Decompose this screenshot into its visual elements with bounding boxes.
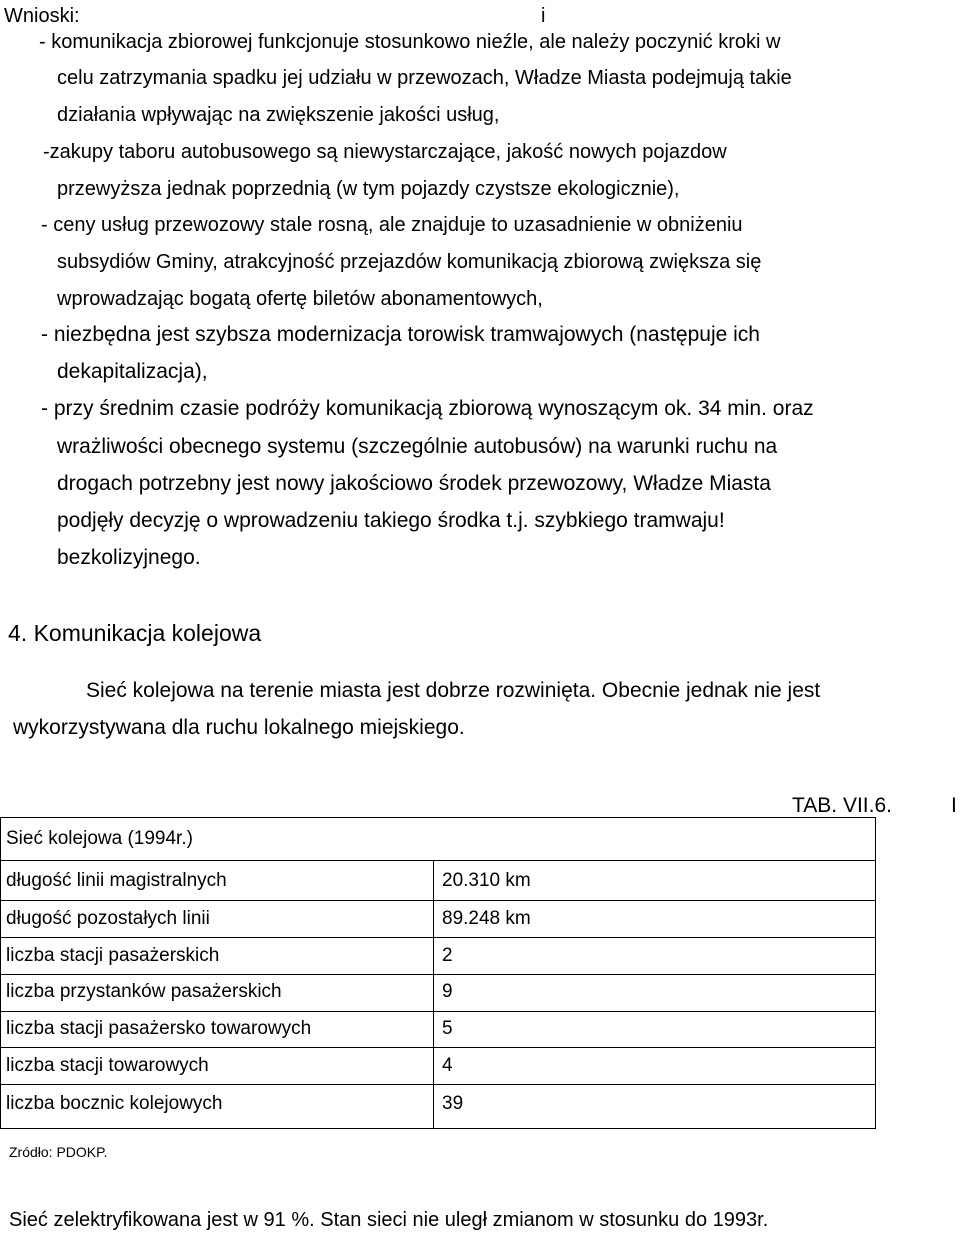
conclusion-line: subsydiów Gminy, atrakcyjność przejazdów komunikacją zbiorową zwiększa się xyxy=(57,251,762,273)
conclusions-title: Wnioski: xyxy=(4,5,80,27)
row-value: 9 xyxy=(442,981,453,1002)
row-label: liczba przystanków pasażerskich xyxy=(6,981,282,1002)
conclusion-line: drogach potrzebny jest nowy jakościowo środek przewozowy, Władze Miasta xyxy=(57,472,771,495)
conclusion-line: -zakupy taboru autobusowego są niewystarczające, jakość nowych pojazdow xyxy=(43,141,727,163)
conclusion-line: bezkolizyjnego. xyxy=(57,546,201,569)
table-border xyxy=(0,817,1,1129)
conclusion-line: - ceny usług przewozowy stale rosną, ale znajduje to uzasadnienie w obniżeniu xyxy=(41,214,743,236)
table-border xyxy=(0,937,876,938)
conclusion-line: wrażliwości obecnego systemu (szczególnie autobusów) na warunki ruchu na xyxy=(57,435,778,458)
row-label: długość linii magistralnych xyxy=(6,870,227,891)
conclusion-line: dekapitalizacja), xyxy=(57,360,208,383)
conclusion-line: - niezbędna jest szybsza modernizacja torowisk tramwajowych (następuje ich xyxy=(41,323,760,346)
conclusion-line: działania wpływając na zwiększenie jakości usług, xyxy=(57,104,500,126)
row-value: 5 xyxy=(442,1018,453,1039)
row-value: 89.248 km xyxy=(442,908,531,929)
table-border xyxy=(0,860,876,861)
table-border xyxy=(875,817,876,1129)
conclusion-line: przewyższa jednak poprzednią (w tym pojazdy czystsze ekologicznie), xyxy=(57,178,680,200)
stray-character: i xyxy=(541,5,546,27)
row-value: 20.310 km xyxy=(442,870,531,891)
footer-text: Sieć zelektryfikowana jest w 91 %. Stan sieci nie uległ zmianom w stosunku do 1993r. xyxy=(9,1209,769,1231)
table-border xyxy=(0,974,876,975)
row-label: liczba stacji pasażersko towarowych xyxy=(6,1018,312,1039)
table-border xyxy=(433,860,434,1129)
table-border xyxy=(0,900,876,901)
section-paragraph-line: Sieć kolejowa na terenie miasta jest dobrze rozwinięta. Obecnie jednak nie jest xyxy=(86,679,821,702)
section-paragraph-line: wykorzystywana dla ruchu lokalnego miejskiego. xyxy=(13,716,465,739)
conclusion-line: wprowadzając bogatą ofertę biletów abonamentowych, xyxy=(57,288,543,310)
row-label: długość pozostałych linii xyxy=(6,908,210,929)
table-source: Zródło: PDOKP. xyxy=(9,1144,108,1160)
row-label: liczba stacji pasażerskich xyxy=(6,945,220,966)
conclusion-line: - komunikacja zbiorowej funkcjonuje stosunkowo nieźle, ale należy poczynić kroki w xyxy=(39,31,781,53)
row-value: 2 xyxy=(442,945,453,966)
conclusion-line: podjęły decyzję o wprowadzeniu takiego środka t.j. szybkiego tramwaju! xyxy=(57,509,725,532)
table-label-mark: I xyxy=(951,794,957,817)
table-border xyxy=(0,1128,876,1129)
section-heading: 4. Komunikacja kolejowa xyxy=(8,620,262,646)
conclusion-line: - przy średnim czasie podróży komunikacją zbiorową wynoszącym ok. 34 min. oraz xyxy=(41,397,814,420)
table-border xyxy=(0,1047,876,1048)
table-caption: Sieć kolejowa (1994r.) xyxy=(6,828,193,849)
row-label: liczba stacji towarowych xyxy=(6,1055,209,1076)
table-border xyxy=(0,817,876,818)
table-border xyxy=(0,1011,876,1012)
table-label: TAB. VII.6. xyxy=(792,794,892,817)
row-value: 4 xyxy=(442,1055,453,1076)
table-border xyxy=(0,1084,876,1085)
row-label: liczba bocznic kolejowych xyxy=(6,1093,223,1114)
conclusion-line: celu zatrzymania spadku jej udziału w przewozach, Władze Miasta podejmują takie xyxy=(57,67,792,89)
row-value: 39 xyxy=(442,1093,464,1114)
